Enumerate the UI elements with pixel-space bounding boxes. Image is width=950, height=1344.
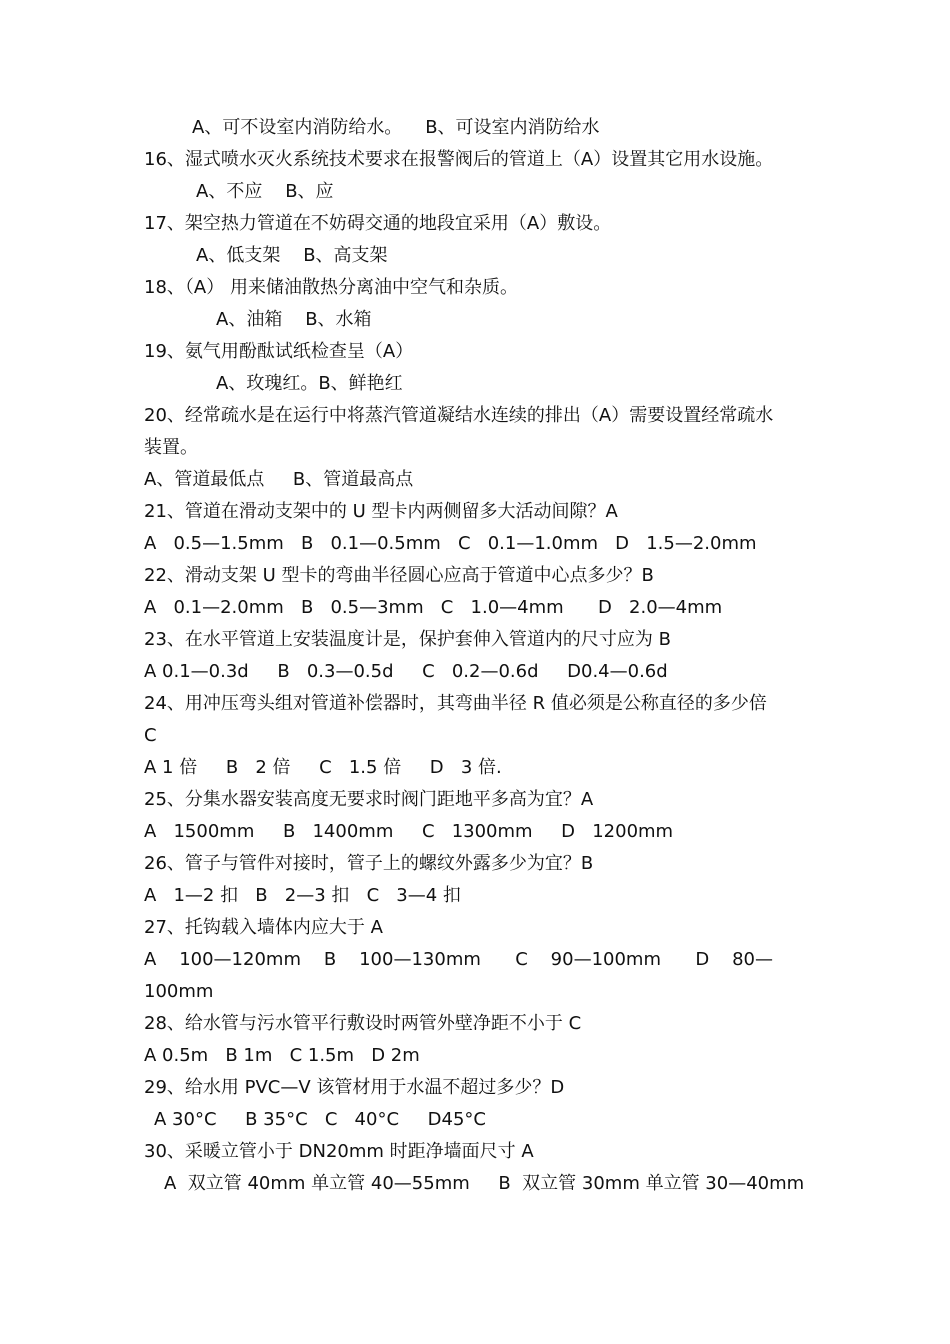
text-line: 28、给水管与污水管平行敷设时两管外壁净距不小于 C (144, 1013, 582, 1034)
text-line: A、可不设室内消防给水。 B、可设室内消防给水 (192, 117, 600, 138)
text-line: A 30°C B 35°C C 40°C D45°C (154, 1109, 486, 1130)
text-line: 23、在水平管道上安装温度计是，保护套伸入管道内的尺寸应为 B (144, 629, 671, 650)
text-line: C (144, 725, 157, 746)
text-line: A 0.1—0.3d B 0.3—0.5d C 0.2—0.6d D0.4—0.6d (144, 661, 668, 682)
text-line: A、油箱 B、水箱 (216, 309, 372, 330)
text-line: 24、用冲压弯头组对管道补偿器时，其弯曲半径 R 值必须是公称直径的多少倍 (144, 693, 767, 714)
text-line: 26、管子与管件对接时，管子上的螺纹外露多少为宜？B (144, 853, 594, 874)
text-line: 100mm (144, 981, 214, 1002)
text-line: A 0.5—1.5mm B 0.1—0.5mm C 0.1—1.0mm D 1.5—2.0mm (144, 533, 757, 554)
text-line: 16、湿式喷水灭火系统技术要求在报警阀后的管道上（A）设置其它用水设施。 (144, 149, 774, 170)
text-line: A、低支架 B、高支架 (196, 245, 388, 266)
text-line: 19、氨气用酚酞试纸检查呈（A） (144, 341, 414, 362)
text-line: 27、托钩载入墙体内应大于 A (144, 917, 383, 938)
text-line: A、玫瑰红。B、鲜艳红 (216, 373, 403, 394)
text-line: 18、（A） 用来储油散热分离油中空气和杂质。 (144, 277, 518, 298)
text-line: A、不应 B、应 (196, 181, 334, 202)
text-line: A 0.1—2.0mm B 0.5—3mm C 1.0—4mm D 2.0—4mm (144, 597, 723, 618)
text-line: 21、管道在滑动支架中的 U 型卡内两侧留多大活动间隙？A (144, 501, 618, 522)
text-line: A 1500mm B 1400mm C 1300mm D 1200mm (144, 821, 674, 842)
text-line: A 双立管 40mm 单立管 40—55mm B 双立管 30mm 单立管 30—40mm (164, 1173, 805, 1194)
text-line: A 1—2 扣 B 2—3 扣 C 3—4 扣 (144, 885, 461, 906)
text-line: 29、给水用 PVC—V 该管材用于水温不超过多少？D (144, 1077, 565, 1098)
text-line: 30、采暖立管小于 DN20mm 时距净墙面尺寸 A (144, 1141, 534, 1162)
text-line: A、管道最低点 B、管道最高点 (144, 469, 414, 490)
text-line: 17、架空热力管道在不妨碍交通的地段宜采用（A）敷设。 (144, 213, 612, 234)
text-line: 20、经常疏水是在运行中将蒸汽管道凝结水连续的排出（A）需要设置经常疏水 (144, 405, 774, 426)
text-line: 25、分集水器安装高度无要求时阀门距地平多高为宜？A (144, 789, 594, 810)
text-line: A 0.5m B 1m C 1.5m D 2m (144, 1045, 420, 1066)
text-line: A 1 倍 B 2 倍 C 1.5 倍 D 3 倍. (144, 757, 502, 778)
text-line: A 100—120mm B 100—130mm C 90—100mm D 80— (144, 949, 773, 970)
text-line: 22、滑动支架 U 型卡的弯曲半径圆心应高于管道中心点多少？B (144, 565, 654, 586)
text-line: 装置。 (144, 437, 198, 458)
